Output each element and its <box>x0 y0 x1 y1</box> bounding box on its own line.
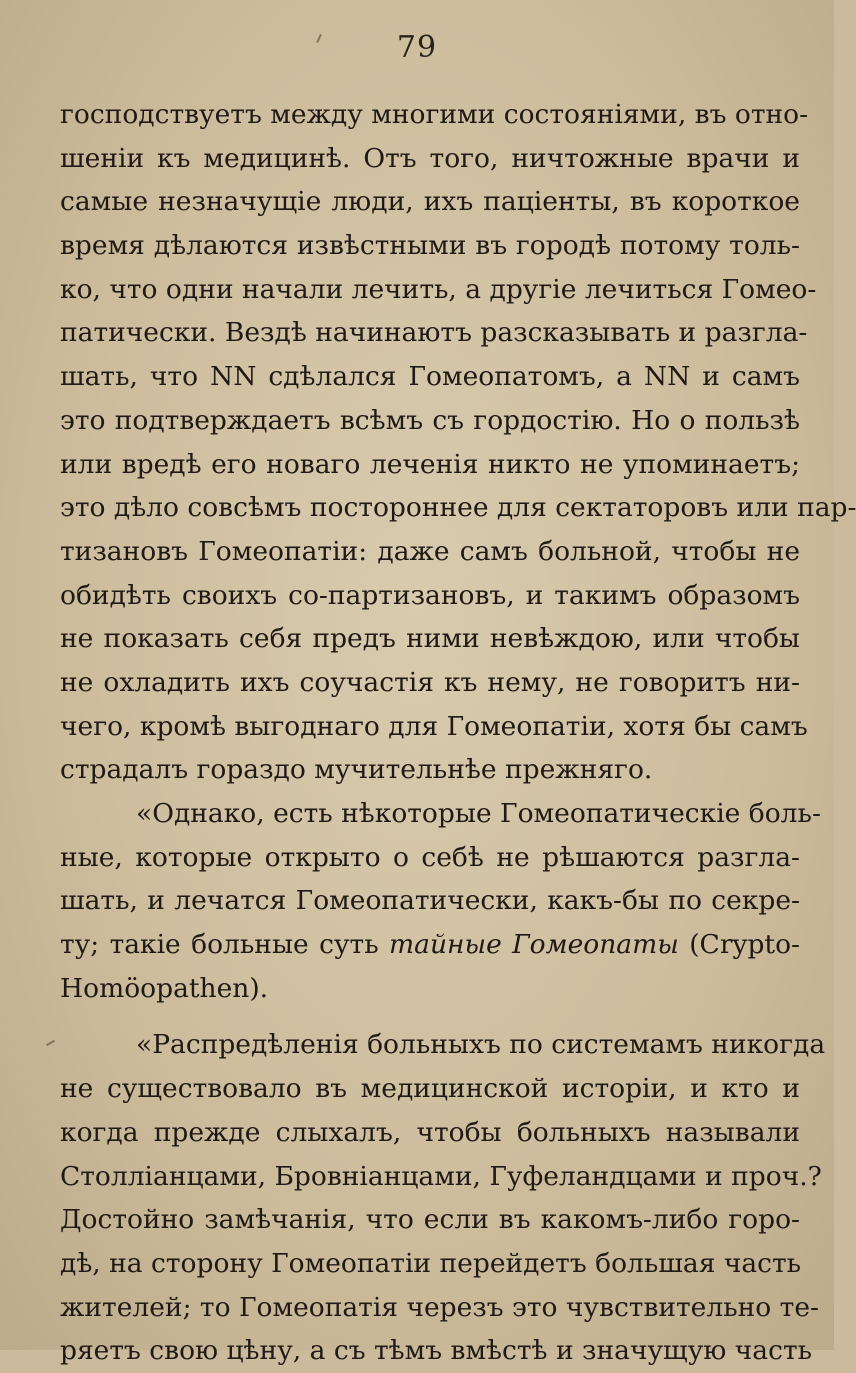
text-line: не показать себя предъ ними невѣждою, или чтобы <box>60 623 800 655</box>
text-line: не существовало въ медицинской исторіи, и кто и <box>60 1073 800 1105</box>
text-line: жителей; то Гомеопатія черезъ это чувствительно те- <box>60 1291 819 1323</box>
text-line: ко, что одни начали лечить, а другіе лечиться Гомео- <box>60 273 817 305</box>
paragraph <box>60 792 821 1010</box>
text-line: страдалъ гораздо мучительнѣе прежняго. <box>60 754 653 786</box>
paragraph <box>60 93 856 792</box>
text-line-mixed <box>60 923 800 967</box>
text-line: это дѣло совсѣмъ постороннее для сектаторовъ или пар- <box>60 492 856 524</box>
text-line: когда прежде слыхалъ, чтобы больныхъ называли <box>60 1116 800 1148</box>
text-line: ряетъ свою цѣну, а съ тѣмъ вмѣстѣ и значущую часть <box>60 1335 813 1367</box>
text-line: чего, кромѣ выгоднаго для Гомеопатіи, хотя бы самъ <box>60 710 808 742</box>
text-line: ные, которые открыто о себѣ не рѣшаются разгла- <box>60 841 800 873</box>
text-line: тизановъ Гомеопатіи: даже самъ больной, чтобы не <box>60 535 800 567</box>
text-line: шать, что NN сдѣлался Гомеопатомъ, а NN и самъ <box>60 361 800 393</box>
text-line: «Однако, есть нѣкоторые Гомеопатическіе боль- <box>136 798 821 829</box>
text-line-start: ту; такіе больные суть <box>60 929 379 961</box>
text-line: обидѣть своихъ со-партизановъ, и такимъ образомъ <box>60 579 800 611</box>
latin-term-start: (Crypto- <box>689 929 800 961</box>
text-line: или вредѣ его новаго леченія никто не упоминаетъ; <box>60 448 800 480</box>
text-line: патически. Вездѣ начинаютъ разсказывать и разгла- <box>60 317 808 349</box>
text-line: господствуетъ между многими состояніями, въ отно- <box>60 99 809 130</box>
page-number: 79 <box>396 30 438 65</box>
text-line: это подтверждаетъ всѣмъ съ гордостію. Но о пользѣ <box>60 404 800 436</box>
text-line: шеніи къ медицинѣ. Отъ того, ничтожные врачи и <box>60 142 800 174</box>
paragraph <box>60 1023 826 1373</box>
text-line: самые незначущіе люди, ихъ паціенты, въ короткое <box>60 186 800 218</box>
text-line: дѣ, на сторону Гомеопатіи перейдетъ большая часть <box>60 1247 802 1279</box>
italic-term: тайные Гомеопаты <box>389 929 679 961</box>
text-line: Homöopathen). <box>60 972 269 1004</box>
text-line: время дѣлаются извѣстными въ городѣ потому толь- <box>60 230 800 262</box>
body-text <box>60 93 856 1373</box>
text-line: не охладить ихъ соучастія къ нему, не говоритъ ни- <box>60 666 800 698</box>
paragraph-gap <box>60 1010 800 1023</box>
ink-speck <box>46 1040 55 1046</box>
text-line: Столліанцами, Бровніанцами, Гуфеландцами и проч.? <box>60 1160 822 1192</box>
text-line: Достойно замѣчанія, что если въ какомъ-либо горо- <box>60 1204 800 1236</box>
text-line: «Распредѣленія больныхъ по системамъ никогда <box>136 1029 826 1061</box>
text-line: шать, и лечатся Гомеопатически, какъ-бы по секре- <box>60 885 800 917</box>
